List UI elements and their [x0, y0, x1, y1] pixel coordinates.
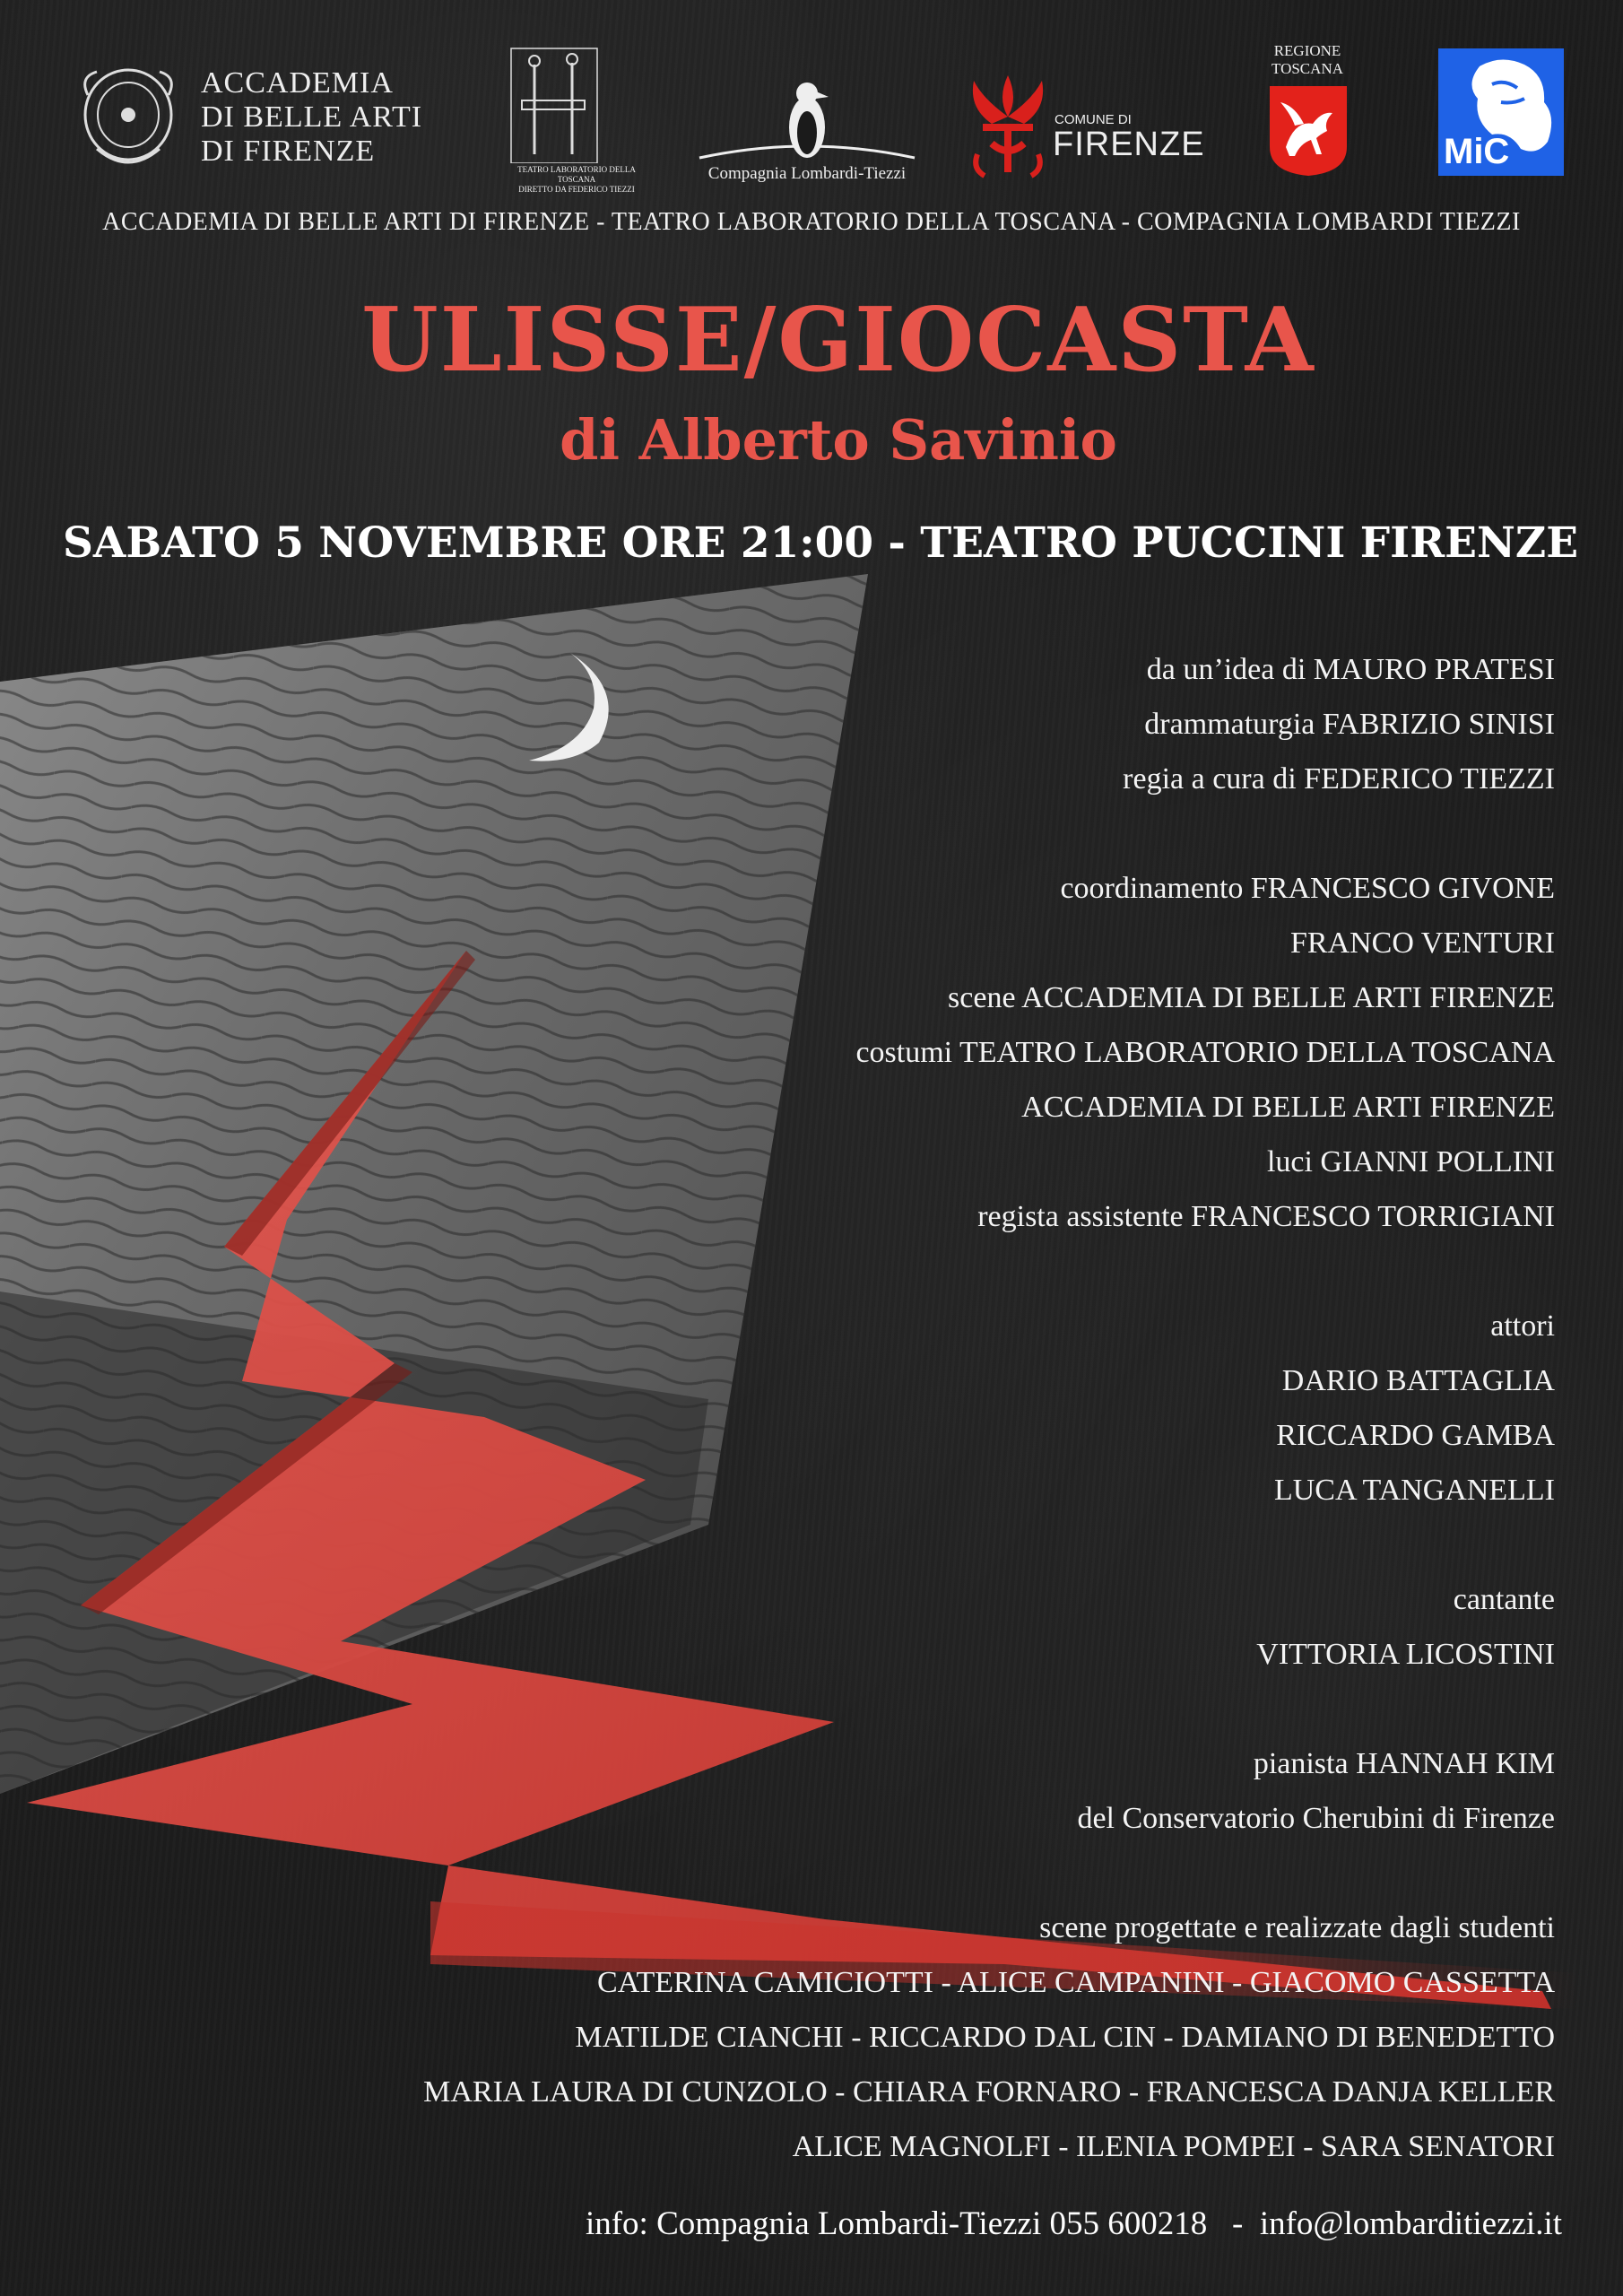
- comune-firenze-logo: [965, 72, 1207, 188]
- credit-line: MATILDE CIANCHI - RICCARDO DAL CIN - DAMIANO DI BENEDETTO: [575, 2021, 1555, 2054]
- compagnia-caption: Compagnia Lombardi-Tiezzi: [707, 164, 907, 183]
- footer-info: [586, 2205, 1562, 2243]
- credit-line: del Conservatorio Cherubini di Firenze: [1077, 1802, 1555, 1835]
- accademia-line-1: ACCADEMIA: [201, 66, 394, 100]
- credit-line: costumi TEATRO LABORATORIO DELLA TOSCANA: [855, 1036, 1555, 1069]
- credit-spacer: [423, 1682, 1555, 1736]
- mic-label: MiC: [1444, 132, 1510, 171]
- credit-line: cantante: [1453, 1583, 1555, 1616]
- credit-line: scene ACCADEMIA DI BELLE ARTI FIRENZE: [948, 981, 1555, 1014]
- teatro-laboratorio-caption: TEATRO LABORATORIO DELLA TOSCANA DIRETTO DA FEDERICO TIEZZI: [517, 165, 636, 194]
- credit-spacer: [423, 1518, 1555, 1572]
- accademia-line-3: DI FIRENZE: [201, 135, 376, 168]
- credit-spacer: [423, 806, 1555, 861]
- regione-label: REGIONE: [1273, 42, 1341, 59]
- regione-toscana-logo: [1263, 43, 1352, 187]
- show-author: di Alberto Savinio: [560, 407, 1117, 473]
- credit-line: da un’idea di MAURO PRATESI: [1146, 653, 1555, 686]
- credit-spacer: [423, 1244, 1555, 1299]
- firenze-label: FIRENZE: [1053, 126, 1205, 163]
- logo-bar: [0, 0, 1623, 197]
- accademia-logo: [70, 59, 464, 176]
- credit-line: pianista HANNAH KIM: [1253, 1747, 1555, 1780]
- credit-line: FRANCO VENTURI: [1289, 926, 1555, 960]
- credit-line: DARIO BATTAGLIA: [1281, 1364, 1555, 1397]
- accademia-emblem-icon: [70, 59, 187, 176]
- credit-line: scene progettate e realizzate dagli studenti: [1039, 1911, 1555, 1944]
- pegasus-shield-icon: [1268, 84, 1349, 178]
- date-venue-line: SABATO 5 NOVEMBRE ORE 21:00 - TEATRO PUCCINI FIRENZE: [62, 518, 1579, 568]
- credit-line: attori: [1490, 1309, 1555, 1343]
- credit-line: regista assistente FRANCESCO TORRIGIANI: [977, 1200, 1555, 1233]
- footer-contact: info: Compagnia Lombardi-Tiezzi 055 600218 - info@lombarditiezzi.it: [585, 2205, 1562, 2242]
- toscana-label: TOSCANA: [1271, 60, 1343, 77]
- credit-line: regia a cura di FEDERICO TIEZZI: [1123, 762, 1555, 796]
- giglio-icon: [965, 72, 1051, 183]
- credit-line: LUCA TANGANELLI: [1273, 1474, 1555, 1507]
- show-title: ULISSE/GIOCASTA: [361, 289, 1315, 392]
- credit-line: coordinamento FRANCESCO GIVONE: [1060, 872, 1555, 905]
- comune-di-label: COMUNE DI: [1055, 112, 1132, 127]
- penguin-icon: [690, 72, 924, 165]
- credit-line: luci GIANNI POLLINI: [1266, 1145, 1555, 1178]
- credit-line: RICCARDO GAMBA: [1276, 1419, 1555, 1452]
- mic-logo: [1438, 48, 1564, 176]
- credit-line: drammaturgia FABRIZIO SINISI: [1144, 708, 1555, 741]
- partners-line: ACCADEMIA DI BELLE ARTI DI FIRENZE - TEATRO LABORATORIO DELLA TOSCANA - COMPAGNIA LOMBARDI TIEZZI: [102, 208, 1521, 236]
- accademia-line-2: DI BELLE ARTI: [201, 100, 423, 134]
- credit-line: VITTORIA LICOSTINI: [1256, 1638, 1555, 1671]
- theatre-figures-icon: [509, 47, 644, 163]
- credit-line: ALICE MAGNOLFI - ILENIA POMPEI - SARA SENATORI: [792, 2130, 1555, 2163]
- teatro-laboratorio-logo: [509, 47, 644, 194]
- credit-line: MARIA LAURA DI CUNZOLO - CHIARA FORNARO - FRANCESCA DANJA KELLER: [423, 2075, 1555, 2109]
- credit-line: CATERINA CAMICIOTTI - ALICE CAMPANINI - GIACOMO CASSETTA: [597, 1966, 1555, 1999]
- compagnia-logo: [690, 72, 924, 188]
- credit-line: ACCADEMIA DI BELLE ARTI FIRENZE: [1021, 1091, 1555, 1124]
- credit-spacer: [423, 1846, 1555, 1900]
- credits-block: [423, 642, 1555, 2174]
